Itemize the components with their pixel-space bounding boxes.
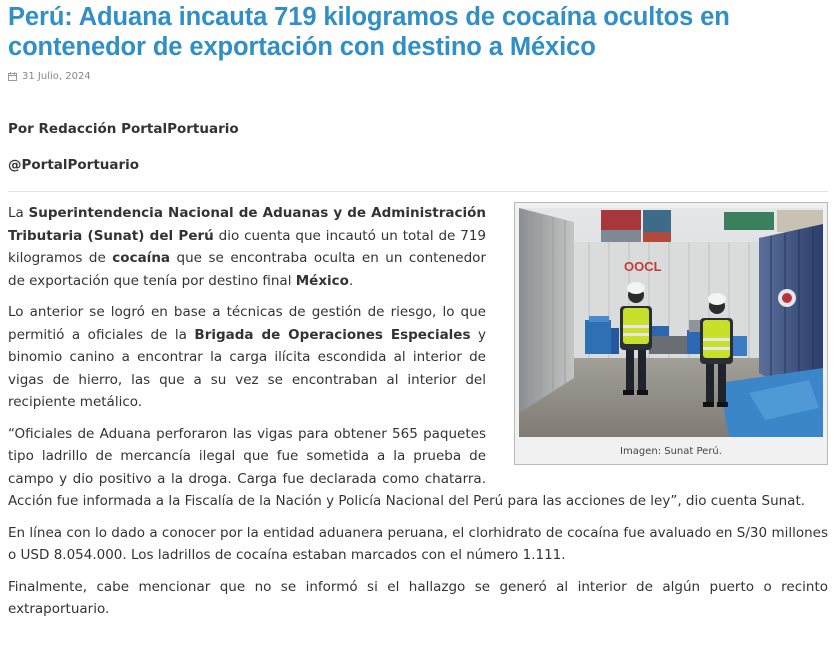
article-figure: [514, 202, 828, 465]
twitter-handle[interactable]: @PortalPortuario: [8, 157, 140, 173]
article-meta: [8, 69, 828, 83]
article-body: [8, 202, 828, 630]
article-author: Por Redacción PortalPortuario: [8, 121, 239, 137]
paragraph-2: Lo anterior se logró en base a técnicas de gestión de riesgo, lo que permitió a oficiales de la Brigada de Operaciones Especiales y binomio canino a encontrar la carga ilícita escondida al interior de vigas de hierro, las que a su vez se encontraban al interior del recipiente metálico.: [8, 304, 486, 410]
paragraph-1: La Superintendencia Nacional de Aduanas y de Administración Tributaria (Sunat) del Perú dio cuenta que incautó un total de 719 kilogramos de cocaína que se encontraba oculta en un contenedor de exportación que tenía por destino final México.: [8, 205, 486, 289]
article-title: Perú: Aduana incauta 719 kilogramos de cocaína ocultos en contenedor de exportación con destino a México: [8, 3, 730, 61]
article: [8, 0, 828, 617]
article-photo[interactable]: [519, 208, 823, 437]
paragraph-4: En línea con lo dado a conocer por la entidad aduanera peruana, el clorhidrato de cocaína fue avaluado en S/30 millones o USD 8.054.000. Los ladrillos de cocaína estaban marcados con el número 1.111.: [8, 524, 828, 563]
paragraph-5: Finalmente, cabe mencionar que no se informó si el hallazgo se generó al interior de algún puerto o recinto extraportuario.: [8, 578, 828, 617]
divider: [8, 191, 828, 192]
paragraph-3: “Oficiales de Aduana perforaron las vigas para obtener 565 paquetes tipo ladrillo de mercancía ilegal que fue sometida a la prueba de campo y dio positivo a la droga. Carga fue declarada como chatarra. Acción fue informada a la Fiscalía de la Nación y Policía Nacional del Perú para las acciones de ley”, dio cuenta Sunat.: [8, 425, 806, 509]
calendar-icon: [8, 72, 17, 81]
article-date: 31 Julio, 2024: [22, 70, 91, 82]
highlight-cocaina: cocaína: [112, 250, 171, 266]
highlight-sunat: Superintendencia Nacional de Aduanas y de Administración Tributaria (Sunat) del Perú: [8, 205, 486, 244]
figure-caption: Imagen: Sunat Perú.: [620, 446, 722, 457]
container-logo: OOCL: [624, 259, 662, 274]
highlight-mexico: México: [295, 272, 349, 289]
highlight-brigada: Brigada de Operaciones Especiales: [194, 326, 471, 343]
